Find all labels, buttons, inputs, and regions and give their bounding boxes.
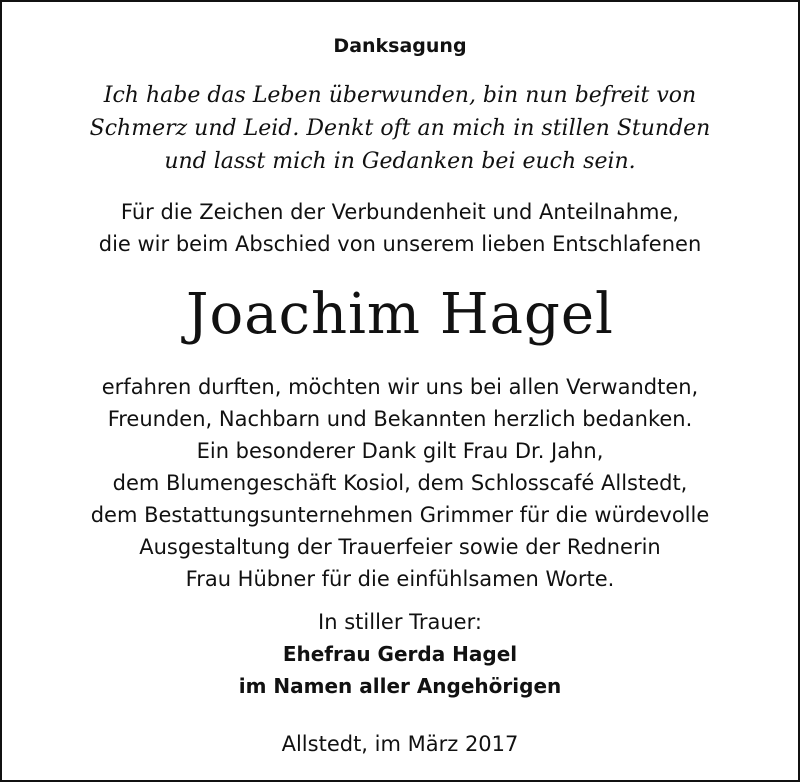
verse-line: und lasst mich in Gedanken bei euch sein.	[164, 149, 636, 174]
notice-heading: Danksagung	[333, 35, 467, 57]
verse-line: Ich habe das Leben überwunden, bin nun befreit von	[103, 83, 697, 108]
signature-line: Ehefrau Gerda Hagel	[282, 642, 518, 666]
deceased-name: Joachim Hagel	[186, 282, 614, 347]
thanks-line: Freunden, Nachbarn und Bekannten herzlich bedanken.	[107, 407, 693, 431]
thanks-line: Frau Hübner für die einfühlsamen Worte.	[185, 567, 615, 591]
memorial-verse	[2, 79, 798, 178]
mourning-label: In stiller Trauer:	[318, 610, 482, 634]
intro-line: Für die Zeichen der Verbundenheit und Anteilnahme,	[120, 200, 680, 224]
thanks-line: erfahren durften, möchten wir uns bei allen Verwandten,	[101, 375, 699, 399]
thanks-line: dem Blumengeschäft Kosiol, dem Schlosscafé Allstedt,	[112, 471, 688, 495]
thanks-line: dem Bestattungsunternehmen Grimmer für die würdevolle	[90, 503, 710, 527]
thanks-line: Ausgestaltung der Trauerfeier sowie der Rednerin	[139, 535, 661, 559]
thanks-line: Ein besonderer Dank gilt Frau Dr. Jahn,	[196, 439, 604, 463]
intro-line: die wir beim Abschied von unserem lieben Entschlafenen	[98, 232, 702, 256]
verse-line: Schmerz und Leid. Denkt oft an mich in stillen Stunden	[89, 116, 711, 141]
thanks-paragraph	[2, 371, 798, 595]
signatures	[2, 638, 798, 702]
place-and-date: Allstedt, im März 2017	[281, 732, 519, 756]
signature-line: im Namen aller Angehörigen	[238, 674, 562, 698]
intro-paragraph	[2, 196, 798, 260]
